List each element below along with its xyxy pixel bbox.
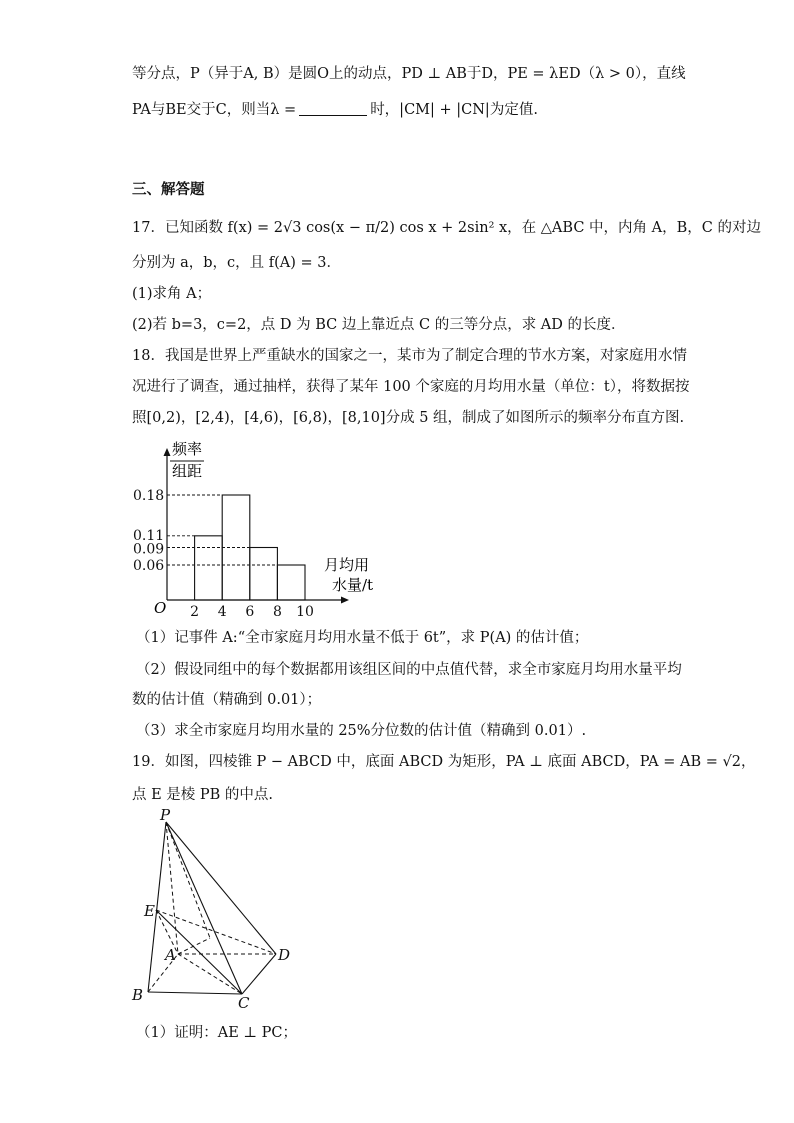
q16-line-2b: 时，|CM| + |CN|为定值.: [370, 102, 538, 118]
segment-A-inner: [178, 938, 210, 954]
origin-label: O: [154, 599, 167, 617]
x-tick-label: 10: [296, 604, 314, 618]
x-tick-label: 4: [217, 604, 227, 618]
edge-CD: [242, 954, 276, 994]
pyramid-figure: [128, 808, 308, 1013]
q16-line-2: [132, 100, 538, 120]
segment-P-inner: [166, 822, 210, 938]
q17-part-2: (2)若 b=3，c=2，点 D 为 BC 边上靠近点 C 的三等分点，求 AD 的长度．: [132, 317, 626, 333]
q18-part-2b: 数的估计值（精确到 0.01）；: [132, 692, 322, 708]
y-tick-label: 0.09: [133, 541, 165, 558]
vertex-label-C: C: [238, 994, 250, 1012]
x-tick-label: 2: [190, 604, 200, 618]
vertex-label-A: A: [165, 946, 176, 964]
q19-line-1: 19．如图，四棱锥 P − ABCD 中，底面 ABCD 为矩形，PA ⊥ 底面 ABCD，PA = AB = √2，: [132, 754, 756, 770]
answer-blank: [299, 101, 367, 116]
x-axis-arrow: [341, 597, 349, 604]
frequency-histogram: [124, 436, 424, 618]
histogram-bar: [250, 548, 278, 601]
q16-line-1: 等分点，P（异于A, B）是圆O上的动点，PD ⊥ AB于D，PE = λED（λ > 0），直线: [132, 66, 686, 82]
q17-line-1: 17．已知函数 f(x) = 2√3 cos(x − π/2) cos x + 2sin² x，在 △ABC 中，内角 A，B，C 的对边: [132, 220, 761, 236]
diagonal-AC: [178, 954, 242, 994]
histogram-bar: [277, 565, 305, 600]
q18-line-1: 18．我国是世界上严重缺水的国家之一，某市为了制定合理的节水方案，对家庭用水情: [132, 348, 687, 364]
y-label-top: 频率: [172, 440, 203, 458]
x-label-line-1: 月均用: [324, 556, 370, 574]
q18-part-3: （3）求全市家庭月均用水量的 25%分位数的估计值（精确到 0.01）.: [136, 723, 587, 739]
x-tick-label: 8: [272, 604, 282, 618]
q16-line-2a: PA与BE交于C，则当λ =: [132, 102, 297, 118]
histogram-bar: [195, 536, 223, 600]
edge-PD: [166, 822, 276, 954]
vertex-label-B: B: [132, 986, 144, 1004]
section-title: 三、解答题: [132, 182, 205, 198]
q18-part-1: （1）记事件 A:“全市家庭月均用水量不低于 6t”，求 P(A) 的估计值；: [136, 630, 589, 646]
y-label-bottom: 组距: [172, 462, 203, 480]
edge-PC: [166, 822, 242, 994]
y-tick-label: 0.11: [133, 527, 165, 544]
q17-line-2: 分别为 a，b，c，且 f(A) = 3．: [132, 255, 342, 271]
q18-line-3: 照[0,2)，[2,4)，[4,6)，[6,8)，[8,10]分成 5 组，制成了如图所示的频率分布直方图.: [132, 410, 685, 426]
edge-BC: [148, 992, 242, 994]
vertex-label-E: E: [144, 902, 155, 920]
q19-part-1: （1）证明：AE ⊥ PC；: [136, 1025, 297, 1041]
q18-line-2: 况进行了调查，通过抽样，获得了某年 100 个家庭的月均用水量（单位：t），将数据按: [132, 379, 690, 395]
y-tick-label: 0.06: [133, 558, 165, 574]
x-label-line-2: 水量/t: [332, 576, 374, 594]
q17-part-1: (1)求角 A；: [132, 286, 212, 302]
vertex-label-D: D: [278, 946, 291, 964]
q19-line-2: 点 E 是棱 PB 的中点.: [132, 787, 274, 803]
q18-part-2a: （2）假设同组中的每个数据都用该组区间的中点值代替，求全市家庭月均用水量平均: [136, 662, 682, 678]
y-tick-label: 0.18: [133, 488, 165, 504]
y-axis-arrow: [164, 448, 171, 456]
histogram-bar: [222, 495, 250, 600]
edge-PA: [166, 822, 178, 954]
vertex-label-P: P: [160, 808, 171, 824]
x-tick-label: 6: [245, 604, 255, 618]
